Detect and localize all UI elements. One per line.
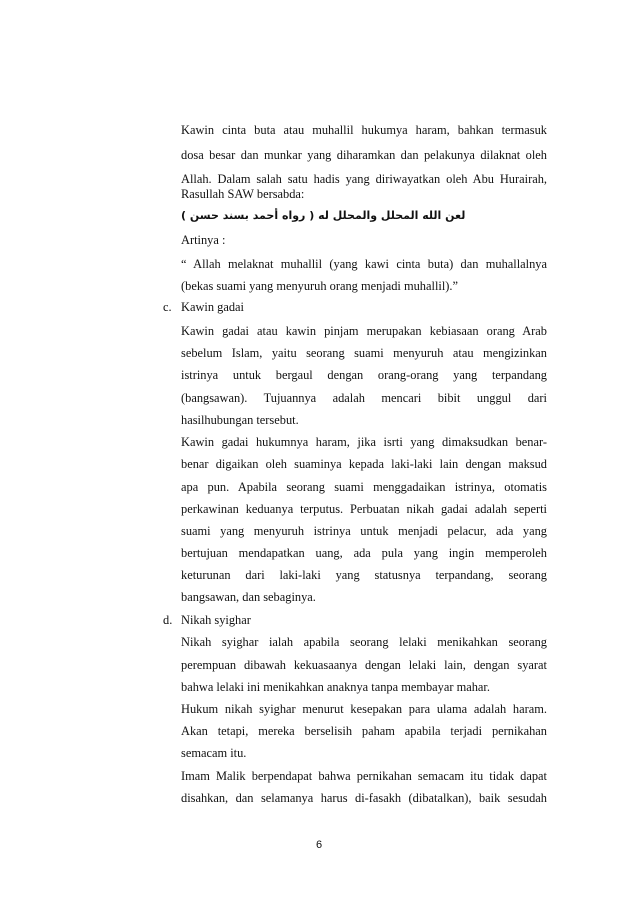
section-title: Nikah syighar <box>181 613 251 627</box>
paragraph-line: Allah. Dalam salah satu hadis yang diriwayatkan oleh Abu Hurairah, <box>181 172 547 186</box>
paragraph-line: Imam Malik berpendapat bahwa pernikahan semacam itu tidak dapat <box>181 769 547 783</box>
paragraph-line: hasilhubungan tersebut. <box>181 413 299 427</box>
paragraph-line: Hukum nikah syighar menurut kesepakan para ulama adalah haram. <box>181 702 547 716</box>
section-title: Kawin gadai <box>181 300 244 314</box>
paragraph-line: semacam itu. <box>181 746 247 760</box>
paragraph-line: perempuan dibawah kekuasaanya dengan lelaki lain, dengan syarat <box>181 658 547 672</box>
paragraph-line: Kawin gadai atau kawin pinjam merupakan kebiasaan orang Arab <box>181 324 547 338</box>
paragraph-line: disahkan, dan selamanya harus di-fasakh (dibatalkan), baik sesudah <box>181 791 547 805</box>
translation-line: “ Allah melaknat muhallil (yang kawi cinta buta) dan muhallalnya <box>181 257 547 271</box>
paragraph-line: bertujuan mendapatkan uang, ada pula yang ingin memperoleh <box>181 546 547 560</box>
section-heading-kawin-gadai <box>163 299 244 315</box>
section-heading-nikah-syighar <box>163 612 251 628</box>
list-marker: d. <box>163 613 173 627</box>
paragraph-line: bahwa lelaki ini menikahkan anaknya tanpa membayar mahar. <box>181 680 490 694</box>
page-number: 6 <box>315 839 323 851</box>
paragraph-line: bangsawan, dan sebaginya. <box>181 590 316 604</box>
paragraph-line: Rasullah SAW bersabda: <box>181 187 305 201</box>
paragraph-line: (bangsawan). Tujuannya adalah mencari bibit unggul dari <box>181 391 547 405</box>
paragraph-line: keturunan dari laki-laki yang statusnya terpandang, seorang <box>181 568 547 582</box>
paragraph-line: istrinya untuk bergaul dengan orang-orang yang terpandang <box>181 368 547 382</box>
paragraph-line: benar digaikan oleh suaminya kepada laki-laki lain dengan maksud <box>181 457 547 471</box>
translation-line: (bekas suami yang menyuruh orang menjadi muhallil).” <box>181 279 458 293</box>
paragraph-line: suami yang menyuruh istrinya untuk menjadi pelacur, ada yang <box>181 524 547 538</box>
arabic-hadith-text: لعن الله المحلل والمحلل له ( رواه أحمد بسند حسن ) <box>181 209 466 222</box>
paragraph-line: Akan tetapi, mereka berselisih paham apabila terjadi pernikahan <box>181 724 547 738</box>
paragraph-line: perkawinan keduanya terputus. Perbuatan nikah gadai adalah seperti <box>181 502 547 516</box>
paragraph-line: dosa besar dan munkar yang diharamkan dan pelakunya dilaknat oleh <box>181 148 547 162</box>
paragraph-line: Kawin gadai hukumnya haram, jika isrti yang dimaksudkan benar- <box>181 435 547 449</box>
paragraph-line: apa pun. Apabila seorang suami menggadaikan istrinya, otomatis <box>181 480 547 494</box>
translation-label: Artinya : <box>181 233 226 247</box>
paragraph-line: sebelum Islam, yaitu seorang suami menyuruh atau mengizinkan <box>181 346 547 360</box>
list-marker: c. <box>163 300 172 314</box>
paragraph-line: Kawin cinta buta atau muhallil hukumya haram, bahkan termasuk <box>181 123 547 137</box>
paragraph-line: Nikah syighar ialah apabila seorang lelaki menikahkan seorang <box>181 635 547 649</box>
